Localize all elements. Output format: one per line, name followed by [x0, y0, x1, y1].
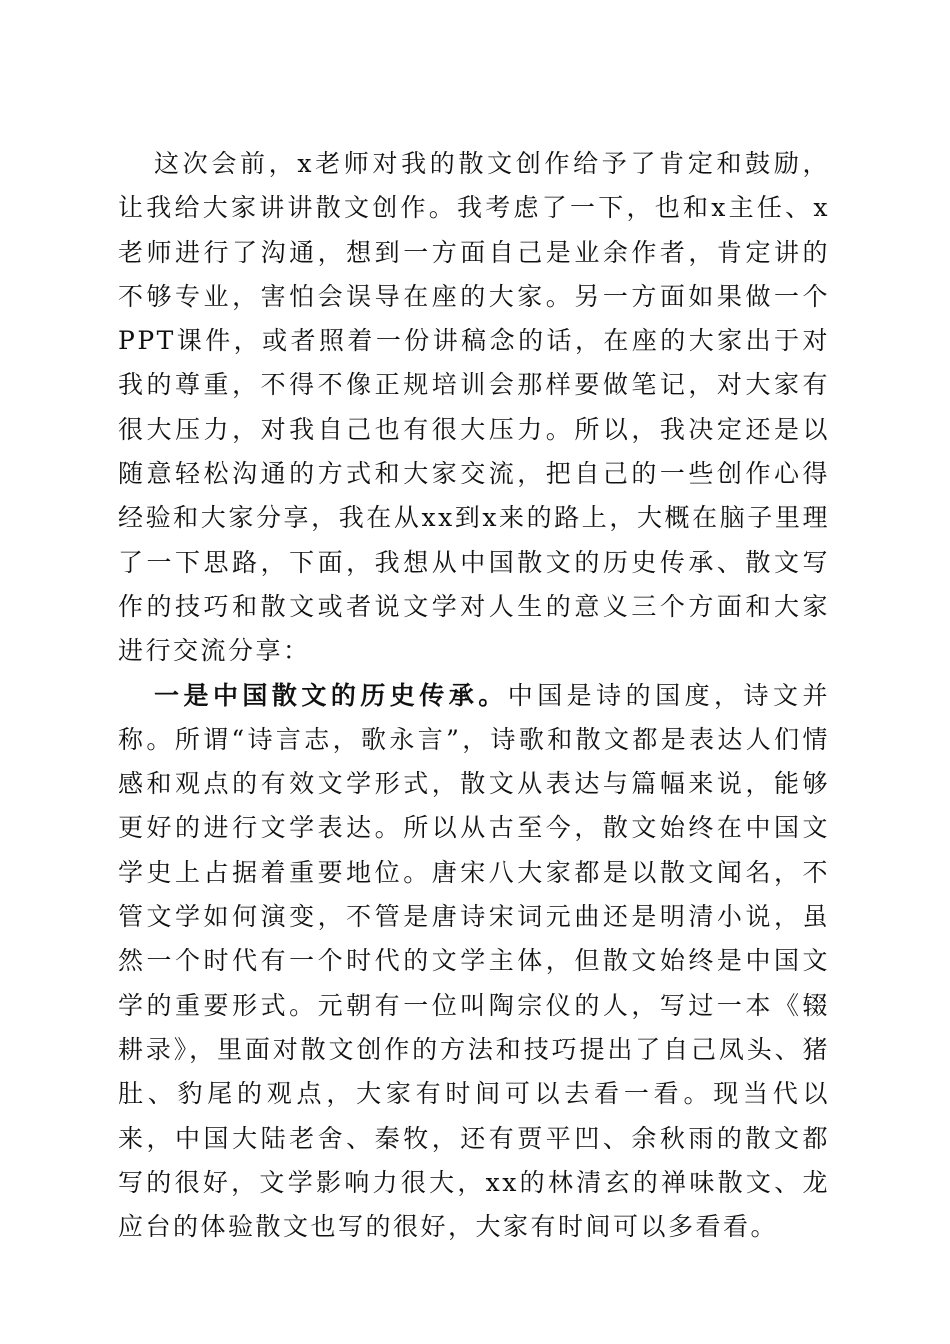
paragraph-history-body: 中国是诗的国度，诗文并称。所谓“诗言志，歌永言”，诗歌和散文都是表达人们情感和观点的有效文学形式，散文从表达与篇幅来说，能够更好的进行文学表达。所以从古至今，散文始终在中国文学史上占据着重要地位。唐宋八大家都是以散文闻名，不管文学如何演变，不管是唐诗宋词元曲还是明清小说，虽然一个时代有一个时代的文学主体，但散文始终是中国文学的重要形式。元朝有一位叫陶宗仪的人，写过一本《辍耕录》，里面对散文创作的方法和技巧提出了自己凤头、猪肚、豹尾的观点，大家有时间可以去看一看。现当代以来，中国大陆老舍、秦牧，还有贾平凹、余秋雨的散文都写的很好，文学影响力很大，xx的林清玄的禅味散文、龙应台的体验散文也写的很好，大家有时间可以多看看。	[118, 680, 830, 1242]
paragraph-history-heading: 一是中国散文的历史传承。	[154, 680, 508, 710]
document-body	[118, 142, 830, 1249]
paragraph-intro: 这次会前，x老师对我的散文创作给予了肯定和鼓励，让我给大家讲讲散文创作。我考虑了一下，也和x主任、x老师进行了沟通，想到一方面自己是业余作者，肯定讲的不够专业，害怕会误导在座的大家。另一方面如果做一个PPT课件，或者照着一份讲稿念的话，在座的大家出于对我的尊重，不得不像正规培训会那样要做笔记，对大家有很大压力，对我自己也有很大压力。所以，我决定还是以随意轻松沟通的方式和大家交流，把自己的一些创作心得经验和大家分享，我在从xx到x来的路上，大概在脑子里理了一下思路，下面，我想从中国散文的历史传承、散文写作的技巧和散文或者说文学对人生的意义三个方面和大家进行交流分享：	[118, 149, 830, 666]
paragraph-history	[118, 674, 830, 1250]
